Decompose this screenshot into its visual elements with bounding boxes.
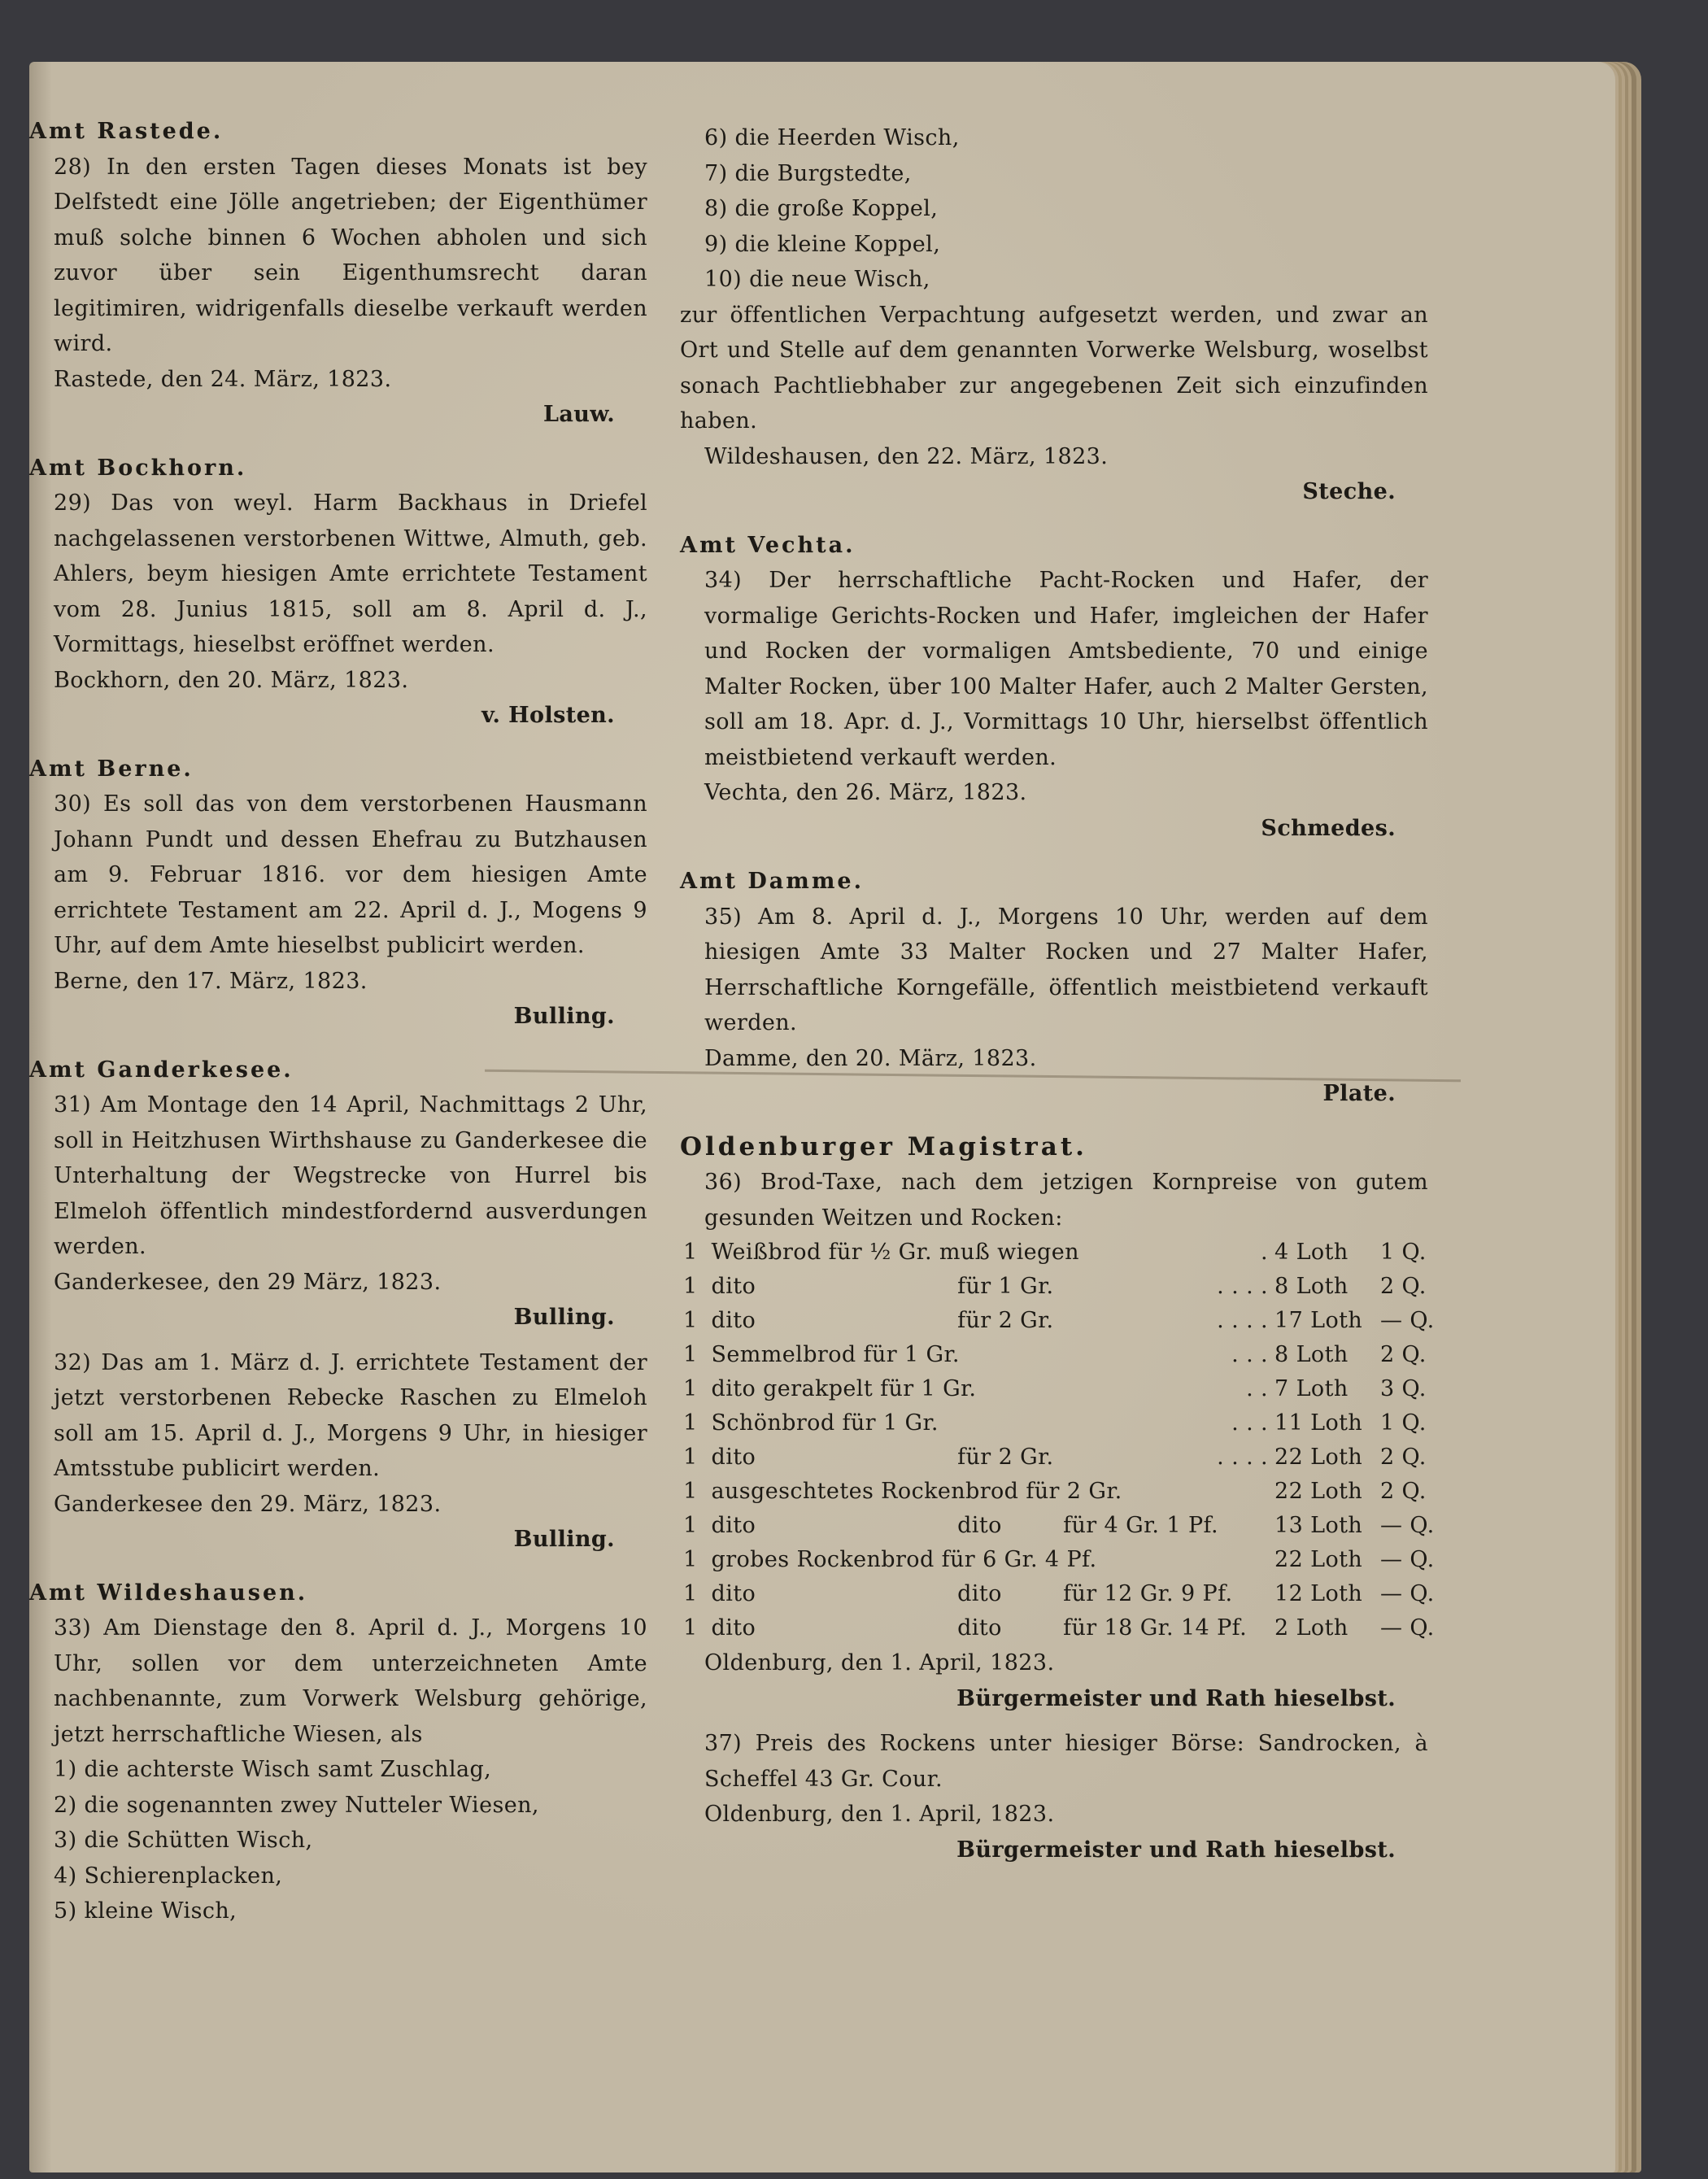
table-cell bbox=[954, 1406, 1060, 1440]
notice-signature: Steche. bbox=[1302, 479, 1396, 504]
table-cell bbox=[1199, 1475, 1271, 1509]
table-cell: dito bbox=[957, 1581, 1002, 1606]
table-cell: 22 Loth bbox=[1274, 1547, 1363, 1572]
section-heading: Amt Damme. bbox=[680, 869, 865, 894]
table-row bbox=[680, 1475, 1428, 1509]
table-cell: dito bbox=[711, 1274, 756, 1299]
list-item: 2) die sogenannten zwey Nutteler Wiesen, bbox=[54, 1792, 539, 1818]
table-cell: 13 Loth bbox=[1274, 1513, 1363, 1538]
table-row bbox=[680, 1577, 1428, 1611]
notice-text: 33) Am Dienstage den 8. April d. J., Morgens 10 Uhr, sollen vor dem unterzeichneten Amte nachbenannte, zum Vorwerk Welsburg gehörige, jetzt herrschaftliche Wiesen, als bbox=[54, 1615, 647, 1747]
notice-signature: Schmedes. bbox=[1261, 815, 1396, 841]
list-item: 8) die große Koppel, bbox=[704, 196, 939, 221]
bread-price-table-body bbox=[680, 1235, 1435, 1645]
table-cell: 1 bbox=[683, 1581, 698, 1606]
table-cell: 2 Q. bbox=[1380, 1342, 1427, 1367]
table-cell: dito bbox=[711, 1615, 756, 1641]
table-cell: 3 Q. bbox=[1380, 1376, 1427, 1401]
table-cell: 1 Q. bbox=[1380, 1410, 1427, 1436]
table-cell: 1 bbox=[683, 1513, 698, 1538]
table-cell: 2 Q. bbox=[1380, 1445, 1427, 1470]
table-row bbox=[680, 1406, 1428, 1440]
table-cell: 2 Q. bbox=[1380, 1479, 1427, 1504]
table-cell: 1 bbox=[683, 1547, 698, 1572]
notice-date: Bockhorn, den 20. März, 1823. bbox=[54, 667, 409, 693]
list-item: 9) die kleine Koppel, bbox=[704, 231, 941, 257]
table-cell bbox=[1060, 1304, 1199, 1338]
table-cell: Semmelbrod für 1 Gr. bbox=[711, 1342, 960, 1367]
table-cell: . . . bbox=[1231, 1342, 1269, 1367]
table-cell: dito bbox=[957, 1615, 1002, 1641]
table-cell: 1 bbox=[683, 1274, 698, 1299]
table-cell: Weißbrod für ½ Gr. muß wiegen bbox=[711, 1240, 1079, 1265]
table-row bbox=[680, 1304, 1428, 1338]
table-row bbox=[680, 1440, 1428, 1475]
table-cell: — Q. bbox=[1380, 1513, 1435, 1538]
table-cell: 7 Loth bbox=[1274, 1376, 1349, 1401]
table-cell: dito gerakpelt für 1 Gr. bbox=[711, 1376, 977, 1401]
table-row bbox=[680, 1509, 1428, 1543]
table-cell: . . . . bbox=[1217, 1308, 1269, 1333]
notice-date: Damme, den 20. März, 1823. bbox=[704, 1045, 1037, 1071]
table-cell bbox=[1199, 1543, 1271, 1577]
table-cell: 4 Loth bbox=[1274, 1240, 1349, 1265]
section-heading: Amt Bockhorn. bbox=[29, 455, 247, 481]
table-cell: dito bbox=[711, 1513, 756, 1538]
table-cell bbox=[954, 1338, 1060, 1372]
table-cell: für 2 Gr. bbox=[957, 1445, 1054, 1470]
table-cell: 1 bbox=[683, 1615, 698, 1641]
table-row bbox=[680, 1338, 1428, 1372]
notice-signature: v. Holsten. bbox=[481, 703, 615, 728]
table-cell: 22 Loth bbox=[1274, 1445, 1363, 1470]
list-item: 3) die Schütten Wisch, bbox=[54, 1828, 313, 1853]
notice-signature: Bürgermeister und Rath hieselbst. bbox=[956, 1685, 1396, 1711]
table-cell: 8 Loth bbox=[1274, 1274, 1349, 1299]
notice-signature: Bulling. bbox=[513, 1305, 615, 1330]
table-cell: 12 Loth bbox=[1274, 1581, 1363, 1606]
table-cell: — Q. bbox=[1380, 1308, 1435, 1333]
table-cell: 17 Loth bbox=[1274, 1308, 1363, 1333]
list-item: 1) die achterste Wisch samt Zuschlag, bbox=[54, 1757, 492, 1782]
left-column bbox=[29, 114, 647, 1929]
table-cell: dito bbox=[711, 1308, 756, 1333]
table-cell: 11 Loth bbox=[1274, 1410, 1363, 1436]
table-row bbox=[680, 1543, 1428, 1577]
notice-text: 37) Preis des Rockens unter hiesiger Börse: Sandrocken, à Scheffel 43 Gr. Cour. bbox=[704, 1731, 1428, 1792]
notice-text: 32) Das am 1. März d. J. errichtete Testament der jetzt verstorbenen Rebecke Raschen zu Elmeloh soll am 15. April d. J., Morgens 9 Uhr, in hiesiger Amtsstube publicirt werden. bbox=[54, 1349, 647, 1481]
table-cell: für 4 Gr. 1 Pf. bbox=[1063, 1513, 1218, 1538]
list-item: 7) die Burgstedte, bbox=[704, 160, 912, 186]
table-cell: . . . bbox=[1231, 1410, 1269, 1436]
section-heading: Amt Rastede. bbox=[29, 119, 224, 144]
notice-text: 30) Es soll das von dem verstorbenen Hausmann Johann Pundt und dessen Ehefrau zu Butzhausen am 9. Februar 1816. vor dem hiesigen Amte errichtete Testament am 22. April d. J., Mogens 9 Uhr, auf dem Amte hieselbst publicirt werden. bbox=[54, 791, 647, 958]
table-cell: für 18 Gr. 14 Pf. bbox=[1063, 1615, 1248, 1641]
notice-date: Ganderkesee, den 29 März, 1823. bbox=[54, 1269, 442, 1295]
notice-date: Oldenburg, den 1. April, 1823. bbox=[704, 1802, 1055, 1827]
paper-sheet bbox=[29, 62, 1615, 2172]
table-cell: 8 Loth bbox=[1274, 1342, 1349, 1367]
table-cell bbox=[1060, 1338, 1199, 1372]
table-cell: 1 bbox=[683, 1410, 698, 1436]
table-row bbox=[680, 1270, 1428, 1304]
table-cell bbox=[1060, 1270, 1199, 1304]
notice-text: zur öffentlichen Verpachtung aufgesetzt werden, und zwar an Ort und Stelle auf dem genannten Vorwerke Welsburg, woselbst sonach Pachtliebhaber zur angegebenen Zeit sich einzufinden haben. bbox=[680, 302, 1428, 434]
table-cell: — Q. bbox=[1380, 1581, 1435, 1606]
notice-signature: Bürgermeister und Rath hieselbst. bbox=[956, 1837, 1396, 1863]
table-cell: dito bbox=[711, 1581, 756, 1606]
table-cell: grobes Rockenbrod für 6 Gr. 4 Pf. bbox=[711, 1547, 1097, 1572]
notice-date: Berne, den 17. März, 1823. bbox=[54, 968, 368, 994]
notice-date: Wildeshausen, den 22. März, 1823. bbox=[704, 443, 1109, 469]
table-cell: . . bbox=[1246, 1376, 1269, 1401]
notice-text: 31) Am Montage den 14 April, Nachmittags 2 Uhr, soll in Heitzhusen Wirthshause zu Ganderkesee die Unterhaltung der Wegstrecke von Hurrel bis Elmeloh öffentlich mindestfordernd ausverdungen werden. bbox=[54, 1092, 647, 1259]
notice-text: 36) Brod-Taxe, nach dem jetzigen Kornpreise von gutem gesunden Weitzen und Rocken: bbox=[704, 1170, 1428, 1231]
table-cell: — Q. bbox=[1380, 1615, 1435, 1641]
table-cell: dito bbox=[957, 1513, 1002, 1538]
table-row bbox=[680, 1235, 1428, 1270]
table-cell: für 2 Gr. bbox=[957, 1308, 1054, 1333]
notice-signature: Lauw. bbox=[542, 402, 615, 427]
table-cell: 2 Q. bbox=[1380, 1274, 1427, 1299]
section-heading: Amt Vechta. bbox=[680, 532, 856, 558]
list-item: 6) die Heerden Wisch, bbox=[704, 125, 960, 150]
table-cell: dito bbox=[711, 1445, 756, 1470]
table-cell: . bbox=[1261, 1240, 1269, 1265]
table-row bbox=[680, 1611, 1428, 1645]
notice-date: Oldenburg, den 1. April, 1823. bbox=[704, 1650, 1055, 1676]
notice-signature: Bulling. bbox=[513, 1527, 615, 1552]
notice-date: Vechta, den 26. März, 1823. bbox=[704, 780, 1027, 805]
table-cell: 1 bbox=[683, 1445, 698, 1470]
table-cell: für 1 Gr. bbox=[957, 1274, 1054, 1299]
section-heading: Amt Ganderkesee. bbox=[29, 1057, 294, 1083]
table-row bbox=[680, 1372, 1428, 1406]
notice-text: 34) Der herrschaftliche Pacht-Rocken und Hafer, der vormalige Gerichts-Rocken und Hafer, imgleichen der Hafer und Rocken der vormaligen Amtsbediente, 70 und einige Malter Rocken, über 100 Malter Hafer, auch 2 Malter Gersten, soll am 18. Apr. d. J., Vormittags 10 Uhr, hierselbst öffentlich meistbietend verkauft werden. bbox=[704, 568, 1428, 770]
table-cell bbox=[1060, 1372, 1199, 1406]
section-heading: Oldenburger Magistrat. bbox=[680, 1131, 1087, 1161]
notice-text: 35) Am 8. April d. J., Morgens 10 Uhr, werden auf dem hiesigen Amte 33 Malter Rocken und 27 Malter Hafer, Herrschaftliche Korngefälle, öffentlich meistbietend verkauft werden. bbox=[704, 904, 1428, 1035]
table-cell: 1 bbox=[683, 1342, 698, 1367]
table-cell: Schönbrod für 1 Gr. bbox=[711, 1410, 939, 1436]
notice-date: Ganderkesee den 29. März, 1823. bbox=[54, 1491, 442, 1517]
notice-date: Rastede, den 24. März, 1823. bbox=[54, 366, 392, 392]
right-column bbox=[680, 120, 1435, 1877]
list-item: 4) Schierenplacken, bbox=[54, 1863, 283, 1889]
notice-signature: Bulling. bbox=[513, 1004, 615, 1029]
table-cell bbox=[1060, 1406, 1199, 1440]
table-cell: 1 bbox=[683, 1376, 698, 1401]
table-cell: 22 Loth bbox=[1274, 1479, 1363, 1504]
notice-text: 29) Das von weyl. Harm Backhaus in Driefel nachgelassenen verstorbenen Wittwe, Almuth, geb. Ahlers, beym hiesigen Amte errichtete Testament vom 28. Junius 1815, soll am 8. April d. J., Vormittags, hieselbst eröffnet werden. bbox=[54, 490, 647, 657]
list-item: 5) kleine Wisch, bbox=[54, 1898, 237, 1924]
list-item: 10) die neue Wisch, bbox=[704, 267, 930, 292]
section-heading: Amt Wildeshausen. bbox=[29, 1580, 308, 1606]
table-cell: 2 Loth bbox=[1274, 1615, 1349, 1641]
table-cell: 1 bbox=[683, 1308, 698, 1333]
bread-price-table bbox=[680, 1235, 1435, 1645]
notice-signature: Plate. bbox=[1322, 1081, 1396, 1106]
section-heading: Amt Berne. bbox=[29, 756, 194, 782]
table-cell: ausgeschtetes Rockenbrod für 2 Gr. bbox=[711, 1479, 1122, 1504]
notice-text: 28) In den ersten Tagen dieses Monats ist bey Delfstedt eine Jölle angetrieben; der Eigenthümer muß solche binnen 6 Wochen abholen und sich zuvor über sein Eigenthumsrecht daran legitimiren, widrigenfalls dieselbe verkauft werden wird. bbox=[54, 154, 647, 356]
table-cell: für 12 Gr. 9 Pf. bbox=[1063, 1581, 1233, 1606]
table-cell bbox=[1060, 1440, 1199, 1475]
table-cell bbox=[1060, 1235, 1199, 1270]
table-cell: 1 Q. bbox=[1380, 1240, 1427, 1265]
table-cell: . . . . bbox=[1217, 1274, 1269, 1299]
table-cell: 1 bbox=[683, 1479, 698, 1504]
table-cell: — Q. bbox=[1380, 1547, 1435, 1572]
table-cell: 1 bbox=[683, 1240, 698, 1265]
table-cell: . . . . bbox=[1217, 1445, 1269, 1470]
